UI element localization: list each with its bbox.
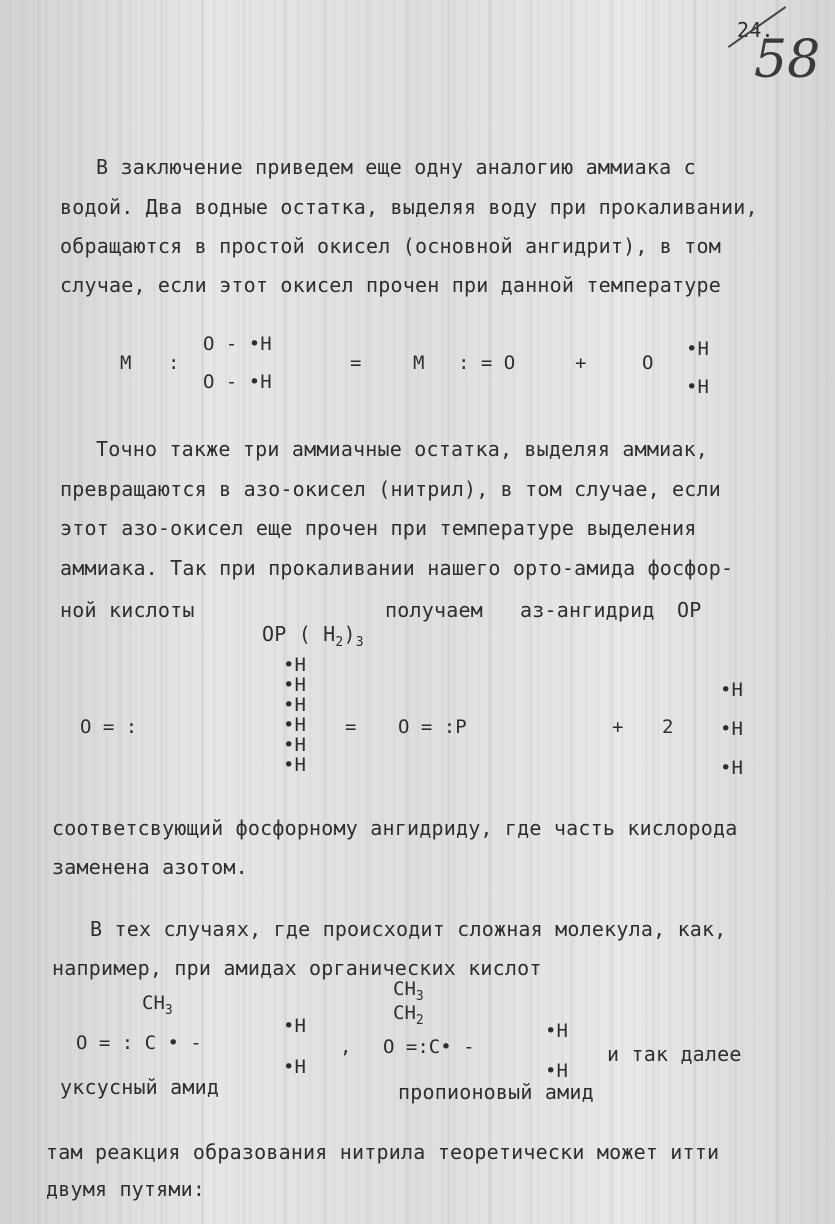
para5-line-1: там реакция образования нитрила теоретически может итти (46, 1140, 720, 1164)
f2-hr-3: •H (720, 757, 743, 779)
para2-op: OP (677, 598, 702, 622)
para1-line-4: случае, если этот окисел прочен при данной температуре (60, 273, 722, 297)
f2-hr-1: •H (720, 679, 743, 701)
para1-line-3: обращаются в простой окисел (основной ангидрит), в том (60, 234, 722, 258)
f1-m2: M (413, 352, 425, 374)
f2-h-6: •H (283, 754, 306, 776)
f1-plus: + (575, 352, 587, 374)
para2-az-anhydride: аз-ангидрид (520, 598, 655, 622)
sub-3: 3 (355, 635, 364, 650)
f3-left: O = : C • - (76, 1032, 202, 1054)
para2-line-3: этот азо-окисел еще прочен при температуре выделения (60, 516, 697, 540)
f2-hr-2: •H (720, 718, 743, 740)
f1-h-2: •H (686, 376, 709, 398)
f3-ch3-b: $CH_3$ (393, 978, 424, 1004)
f1-colon: : (168, 352, 180, 374)
f2-h-1: •H (283, 654, 306, 676)
f1-oh-2: O - •H (203, 371, 272, 393)
f3-label-propionic: пропионовый амид (398, 1080, 594, 1104)
para1-line-2: водой. Два водные остатка, выделяя воду при прокаливании, (60, 195, 758, 219)
f2-two: 2 (662, 716, 674, 738)
handwritten-page-number: 58 (754, 30, 821, 90)
f1-mo: : = O (458, 352, 516, 374)
para3-line-2: заменена азотом. (52, 855, 248, 879)
para5-line-2: двумя путями: (46, 1177, 206, 1201)
f2-h-3: •H (283, 694, 306, 716)
f2-h-5: •H (283, 734, 306, 756)
f3-h-2: •H (283, 1056, 306, 1078)
f2-left: O = : (80, 716, 138, 738)
para2-line-5: ной кислоты (60, 598, 195, 622)
para2-poluchaem: получаем (385, 598, 483, 622)
f3-mid: O =:C• - (383, 1036, 475, 1058)
f2-h-2: •H (283, 674, 306, 696)
f3-h-3: •H (545, 1020, 568, 1042)
op-close: ) (343, 622, 356, 646)
typed-page-number: 24. (737, 18, 774, 42)
f3-comma: , (340, 1036, 352, 1058)
para2-line-2: превращаются в азо-окисел (нитрил), в том случае, если (60, 477, 722, 501)
f3-h-4: •H (545, 1060, 568, 1082)
f1-oh-1: O - •H (203, 333, 272, 355)
f3-ch2: $CH_2$ (393, 1002, 424, 1028)
f1-h-1: •H (686, 338, 709, 360)
f2-plus: + (612, 716, 624, 738)
f3-tail: и так далее (607, 1042, 742, 1066)
f3-ch3-a: $CH_3$ (142, 992, 173, 1018)
para2-line-4: аммиака. Так при прокаливании нашего орто-амида фосфор- (60, 556, 734, 580)
f1-equals: = (350, 352, 362, 374)
f1-m: M (120, 352, 132, 374)
f3-label-acetic: уксусный амид (60, 1075, 220, 1099)
para2-line-1: Точно также три аммиачные остатка, выделяя аммиак, (96, 437, 709, 461)
f3-h-1: •H (283, 1015, 306, 1037)
op-prefix: OP ( H (261, 622, 336, 646)
f1-o: O (642, 352, 654, 374)
para4-line-1: В тех случаях, где происходит сложная молекула, как, (90, 917, 727, 941)
f2-mid: O = :P (398, 716, 467, 738)
para3-line-1: соответсвующий фосфорному ангидриду, где часть кислорода (52, 816, 738, 840)
f2-h-4: •H (283, 714, 306, 736)
f2-equals: = (345, 716, 357, 738)
para1-line-1: В заключение приведем еще одну аналогию аммиака с (96, 155, 696, 179)
sub-2: 2 (335, 635, 344, 650)
para4-line-2: например, при амидах органических кислот (52, 956, 542, 980)
